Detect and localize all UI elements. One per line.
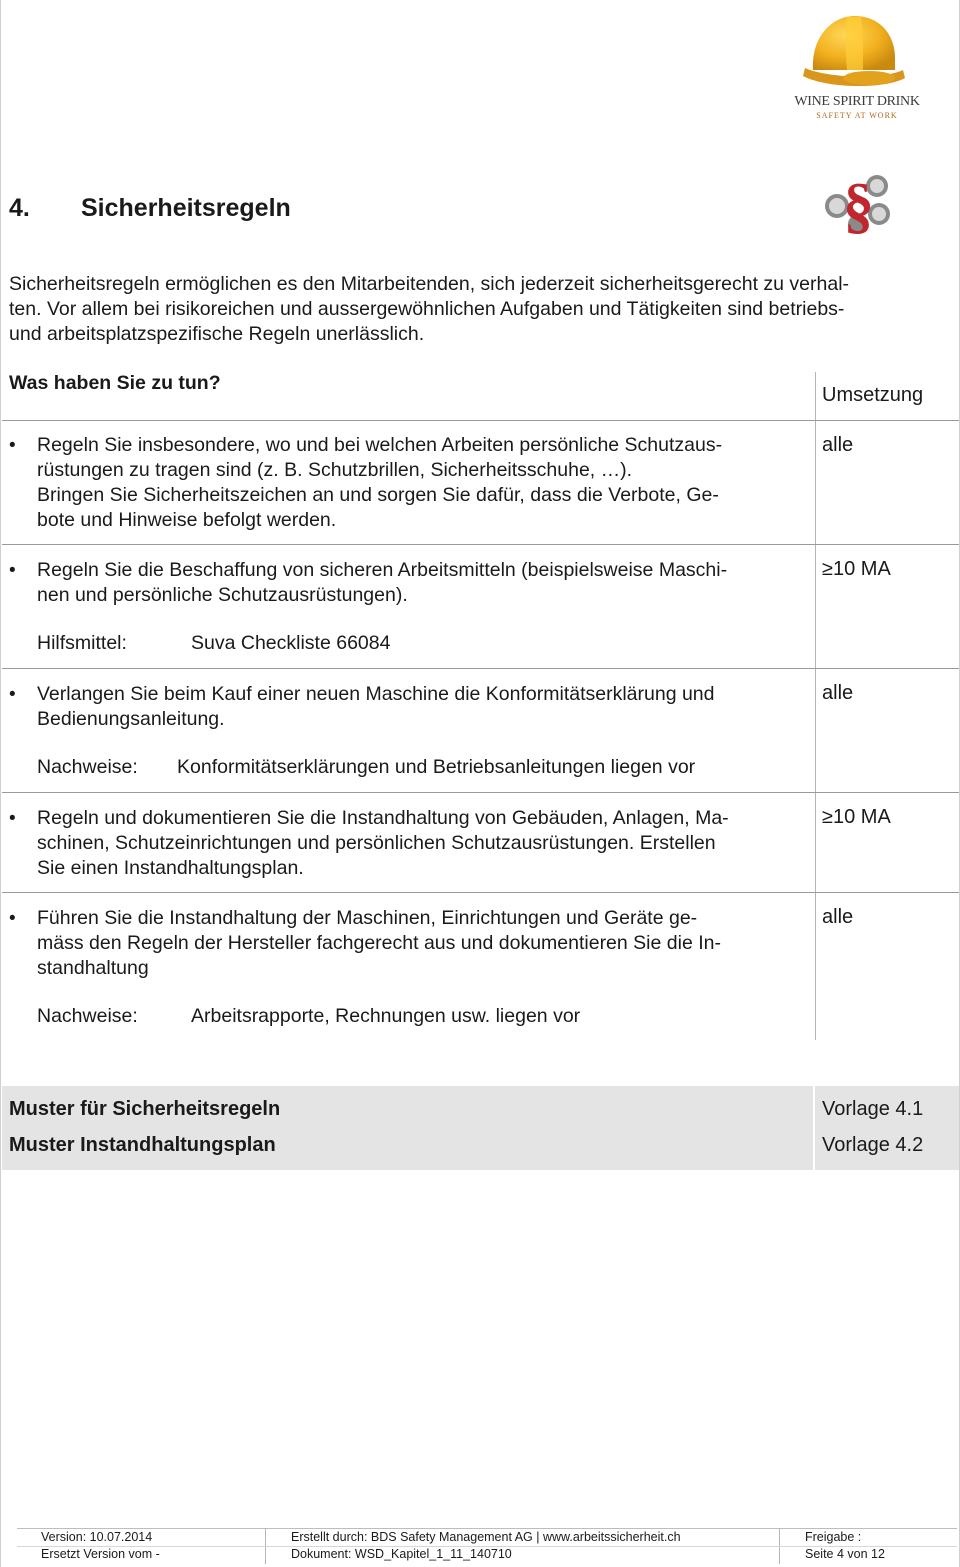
template-ref: Vorlage 4.1 [822,1098,924,1120]
row-divider [2,892,959,893]
row-text-line: bote und Hinweise befolgt werden. [37,509,337,531]
table-row [1,558,813,608]
table-row [1,806,813,881]
column-divider [815,372,816,1040]
umsetzung-value: alle [822,682,854,704]
bullet: • [9,908,16,929]
row-divider [2,544,959,545]
paragraph-law-icon [821,170,897,236]
aux-label: Nachweise: [37,1005,138,1027]
footer-replaces: Ersetzt Version vom - [41,1547,160,1561]
bullet: • [9,435,16,456]
intro-line: ten. Vor allem bei risikoreichen und aussergewöhnlichen Aufgaben und Tätigkeiten sind betriebs- [9,298,845,320]
footer-release: Freigabe : [805,1530,862,1544]
umsetzung-value: alle [822,434,854,456]
aux-value: Suva Checkliste 66084 [191,632,391,654]
bullet: • [9,560,16,581]
row-text-line: Regeln und dokumentieren Sie die Instandhaltung von Gebäuden, Anlagen, Ma- [37,807,729,829]
intro-line: Sicherheitsregeln ermöglichen es den Mitarbeitenden, sich jederzeit sicherheitsgerecht zu verhal- [9,273,850,295]
logo-tagline: SAFETY AT WORK [816,111,898,120]
table-row [1,433,813,533]
template-name: Muster Instandhaltungsplan [9,1134,276,1156]
row-divider [2,420,959,421]
row-text-line: nen und persönliche Schutzausrüstungen). [37,584,408,606]
row-text-line: mäss den Regeln der Hersteller fachgerecht aus und dokumentieren Sie die In- [37,932,721,954]
row-divider [2,792,959,793]
umsetzung-value: ≥10 MA [822,806,891,828]
bullet: • [9,808,16,829]
umsetzung-value: ≥10 MA [822,558,891,580]
template-ref: Vorlage 4.2 [822,1134,924,1156]
logo-brand: WINE SPIRIT DRINK [794,94,920,109]
table-row [1,682,813,732]
company-logo [787,8,927,126]
row-divider [2,668,959,669]
aux-value: Konformitätserklärungen und Betriebsanleitungen liegen vor [177,756,696,778]
band-divider [813,1086,815,1170]
row-text-line: Regeln Sie die Beschaffung von sicheren Arbeitsmitteln (beispielsweise Maschi- [37,559,728,581]
row-text-line: rüstungen zu tragen sind (z. B. Schutzbrillen, Sicherheitsschuhe, …). [37,459,633,481]
aux-label: Hilfsmittel: [37,632,127,654]
row-text-line: Bringen Sie Sicherheitszeichen an und sorgen Sie dafür, dass die Verbote, Ge- [37,484,719,506]
row-text-line: Sie einen Instandhaltungsplan. [37,857,304,879]
intro-line: und arbeitsplatzspezifische Regeln unerlässlich. [9,323,425,345]
row-text-line: Verlangen Sie beim Kauf einer neuen Maschine die Konformitätserklärung und [37,683,715,705]
row-text-line: Führen Sie die Instandhaltung der Maschinen, Einrichtungen und Geräte ge- [37,907,698,929]
row-text-line: standhaltung [37,957,149,979]
row-text-line: Regeln Sie insbesondere, wo und bei welchen Arbeiten persönliche Schutzaus- [37,434,723,456]
section-title: Sicherheitsregeln [81,194,291,222]
section-number: 4. [9,194,30,222]
footer-created-by: Erstellt durch: BDS Safety Management AG | www.arbeitssicherheit.ch [291,1530,681,1544]
aux-label: Nachweise: [37,756,138,778]
umsetzung-header: Umsetzung [822,384,924,406]
hard-hat-icon [787,8,927,94]
footer-page: Seite 4 von 12 [805,1547,885,1561]
intro-paragraph [9,272,949,347]
svg-text:§: § [843,172,874,236]
umsetzung-value: alle [822,906,854,928]
table-row [1,906,813,981]
row-text-line: Bedienungsanleitung. [37,708,225,730]
template-name: Muster für Sicherheitsregeln [9,1098,281,1120]
footer-version: Version: 10.07.2014 [41,1530,153,1544]
aux-value: Arbeitsrapporte, Rechnungen usw. liegen vor [191,1005,581,1027]
row-text-line: schinen, Schutzeinrichtungen und persönlichen Schutzausrüstungen. Erstellen [37,832,716,854]
footer-document: Dokument: WSD_Kapitel_1_11_140710 [291,1547,512,1561]
bullet: • [9,684,16,705]
page-footer [17,1528,957,1564]
task-header: Was haben Sie zu tun? [9,372,221,394]
